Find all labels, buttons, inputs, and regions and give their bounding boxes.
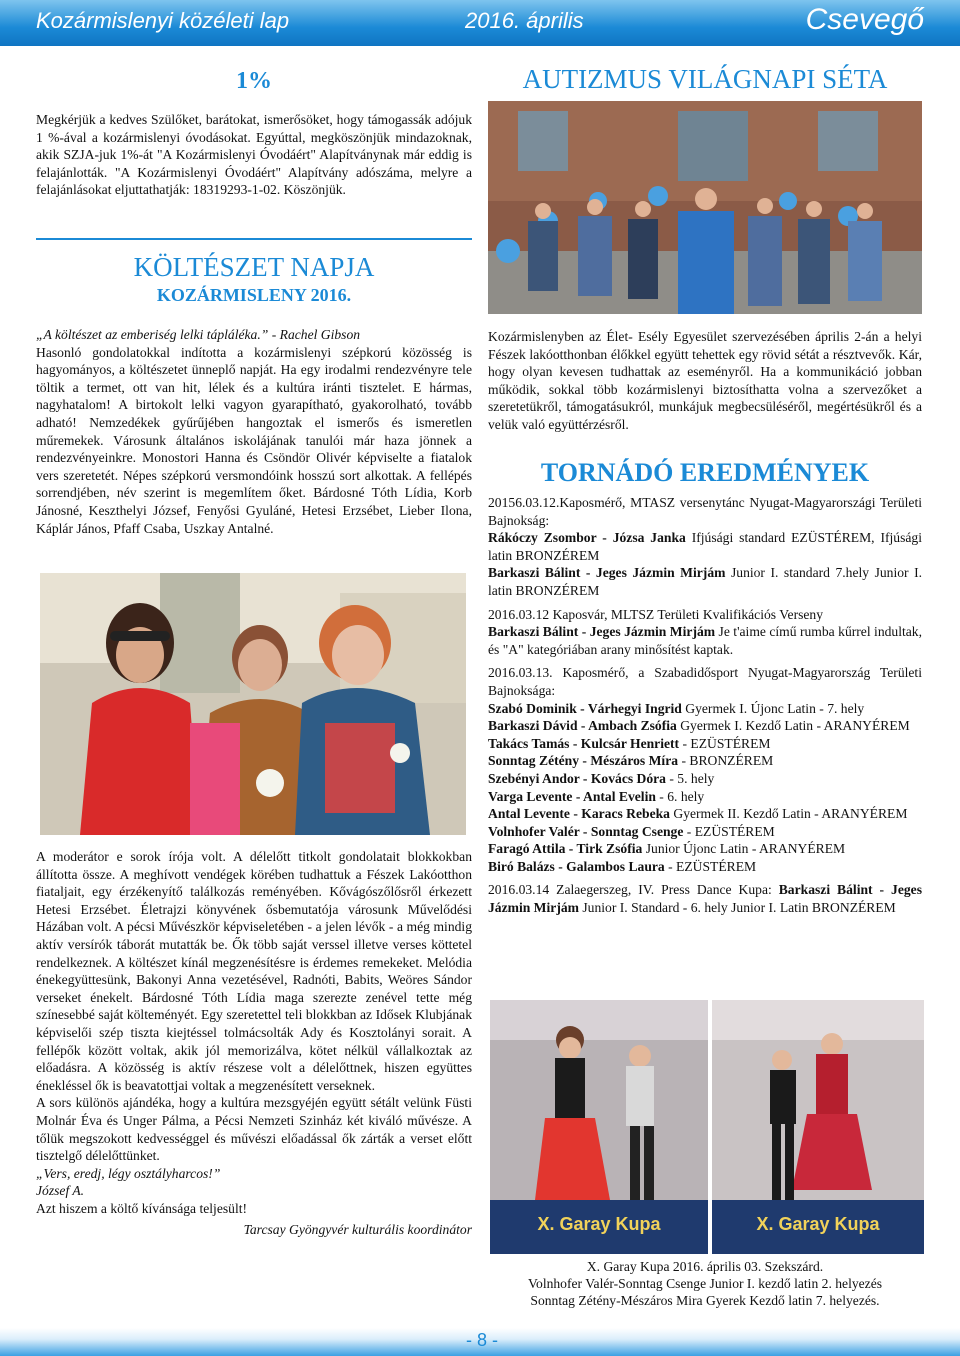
caption-line-1: X. Garay Kupa 2016. április 03. Szekszárd. (586, 1259, 824, 1274)
one-percent-title: 1% (236, 68, 272, 94)
result-detail: - 5. hely (665, 770, 715, 786)
result-pair: Barkaszi Dávid - Ambach Zsófia (488, 718, 677, 734)
one-percent-text: Megkérjük a kedves Szülőket, barátokat, ismerősöket, hogy támogassák adójuk 1 %-ával a kozármislenyi óvodásokat. Egyúttal, megköszönjük mindazoknak, akik SZJA-juk 1%-át "A Kozármislenyi Óvodáért" Alapítványnak már eddig is felajánlották. "A Kozármislenyi Óvodáért" Alapítvány adószáma, melyre a felajánlásokat eljuttathatják: 18319293-1-02. Köszönjük. (36, 112, 472, 198)
caption-line-2: Volnhofer Valér-Sonntag Csenge Junior I. kezdő latin 2. helyezés (527, 1276, 883, 1291)
dance-photo-right (712, 1000, 924, 1254)
poetry-quote: „A költészet az emberiség lelki tápláléka.” (36, 327, 269, 342)
autism-text: Kozármislenyben az Élet- Esély Egyesület szervezésében április 2-án a helyi Fészek lakóotthonban élőkkel együtt tehettek egy rövid sétát a résztvevők. Kár, hogy olyan kevesen tudhattak az eseményről. Ha a kommunikáció jobban működik, sokkal több kozármislenyi biztosíthatta volna a szervezőket a szeretetükről, támogatásukról, munkájuk megbecsüléséről, megértésükről és a velük való együttérzésről. (488, 329, 922, 432)
result-entry-4 (488, 881, 922, 916)
section-divider (36, 238, 472, 240)
poetry-paragraph-2: A moderátor e sorok írója volt. A délelőtt titkolt gondolatait blokkokban állította össze. A meghívott vendégek körében tudhattuk a Fészek Lakóotthon fiataljait, egy érzékenyítő találkozás reményében. Kővágószőlősről érkezett Hetesi Erzsébet. Életrajzi könyvének ősbemutatója városunk Művelődési Házában volt. A pécsi Művészkör képviseletében - a jelen lévők - a még mindig aktív versírók táborát mutatták be. Ők több saját verssel illetve verses köttetel rendelkeznek. A költészet kínál megzenésítésre is érdemes remekeket. Melódia énekegyüttesünk, Bakonyi Anna vezetésével, Radnóti, Babits, Weöres Sándor verseket énekelt. Bárdosné Tóth Lídia maga szerezte zenével tette még színesebbé saját költeményét. Egy szeretettel teli blokkban az Idősek Klubjának képviselői szép tiszta kiejtéssel tolmácsolták Ady és Kosztolányi sorait. A fellépők között voltak, akik jól memorizálva, kötet nélkül vállalkoztak az előadásra. A közösség is aktív részese volt a délelőttnek, hiszen együttes énekléssel ők is beavatottjai voltak a megzenésített verseknek. (36, 849, 472, 1093)
autism-article (488, 328, 922, 434)
closing-quote-author: József A. (36, 1183, 85, 1199)
dance-photo-caption (488, 1258, 922, 1309)
result-detail: Ifjúsági standard EZÜSTÉREM, Ifjúsági latin BRONZÉREM (488, 530, 922, 563)
page-number: - 8 - (466, 1330, 499, 1350)
closing-quote: „Vers, eredj, légy osztályharcos!” (36, 1165, 221, 1181)
result-pair: Biró Balázs - Galambos Laura (488, 858, 665, 874)
result-detail: Junior Újonc Latin - ARANYÉREM (642, 841, 846, 857)
page-footer (0, 1328, 960, 1356)
result-detail: Gyermek I. Újonc Latin - 7. hely (681, 700, 865, 716)
result-detail: - BRONZÉREM (678, 753, 774, 769)
result-detail: Junior I. Standard - 6. hely Junior I. Latin BRONZÉREM (578, 900, 896, 916)
one-percent-article (36, 68, 472, 199)
result-pair: Szebényi Andor - Kovács Dóra (488, 770, 666, 786)
author-signature: Tarcsay Gyöngyvér kulturális koordinátor (243, 1222, 472, 1238)
result-pair: Barkaszi Bálint - Jeges Jázmin Mirjám (488, 565, 726, 581)
autism-walk-photo (488, 101, 922, 314)
result-detail: Gyermek II. Kezdő Latin - ARANYÉREM (669, 806, 908, 822)
result-detail: - EZÜSTÉREM (679, 735, 771, 751)
caption-line-3: Sonntag Zétény-Mészáros Mira Gyerek Kezdő latin 7. helyezés. (530, 1293, 880, 1308)
result-pair: Barkaszi Bálint - Jeges Jázmin Mirjám (488, 882, 922, 916)
result-pair: Sonntag Zétény - Mészáros Míra (488, 753, 679, 769)
poetry-subtitle: KOZÁRMISLENY 2016. (156, 285, 352, 305)
result-detail: Junior I. standard 7.hely Junior I. latin BRONZÉREM (488, 565, 922, 598)
result-detail: Je t'aime című rumba kűrrel indultak, és "A" kategóriában arany minősítést kaptak. (488, 624, 922, 657)
result-pair: Szabó Dominik - Várhegyi Ingrid (488, 700, 682, 716)
result-pair: Barkaszi Bálint - Jeges Jázmin Mirjám (488, 624, 716, 640)
closing-line: Azt hiszem a költő kívánsága teljesült! (36, 1200, 248, 1216)
tornado-results-article (488, 458, 922, 917)
autism-title: AUTIZMUS VILÁGNAPI SÉTA (522, 64, 888, 94)
result-entry-4-heading: 2016.03.14 Zalaegerszeg, IV. Press Dance Kupa: (488, 882, 779, 898)
poetry-quote-author: - Rachel Gibson (268, 327, 361, 342)
result-pair: Volnhofer Valér - Sonntag Csenge (488, 823, 684, 839)
result-detail: - EZÜSTÉREM (664, 858, 757, 874)
result-entry-2 (488, 606, 922, 659)
result-entry-3-heading: 2016.03.13. Kaposmérő, a Szabadidősport Nyugat-Magyarország Területi Bajnoksága: (488, 665, 922, 698)
result-detail: - EZÜSTÉREM (683, 823, 775, 839)
result-detail: - 6. hely (655, 788, 705, 804)
page-header (0, 0, 960, 46)
result-pair: Antal Levente - Karacs Rebeka (488, 806, 670, 822)
garay-kupa-banner: X. Garay Kupa (537, 1214, 661, 1234)
magazine-title: Csevegő (805, 3, 924, 36)
result-entry-2-heading: 2016.03.12 Kaposvár, MLTSZ Területi Kvalifikációs Verseny (488, 606, 824, 622)
result-pair: Faragó Attila - Tirk Zsófia (488, 841, 643, 857)
poetry-paragraph-1: Hasonló gondolatokkal indította a kozármislenyi szépkorú közösség is hagyományos, a költészetet ünneplő napját. Ha egy irodalmi rendezvényre tele töltik a termet, ott van hit, lélek és a kultúra iránti tisztelet. E hármas, nagyhatalom! A birtokolt lelki vagyon gyarapítható, gyakorolható, tovább adható! Nemzedékek gyűrűjében hangoztak el ismerős és ismeretlen műremekek. Városunk általános iskolájának tanulói már haza jönnek a rendezvényeinkre. Monostori Hanna és Csöndör Olivér képviselte a fiatalok vers szeretetét. Népes szépkorú versmondóink hosszú sort alkottak. A fellépés sorrendjében, név szerint is megemlítem őket. Bárdosné Tóth Lídia, Korb Jánosné, Keszthelyi József, Fenyősi Gyuláné, Hetesi Erzsébet, Lieber Ilona, Káplár János, Pfaff Csaba, Uszkay Antalné. (36, 344, 472, 536)
garay-kupa-banner: X. Garay Kupa (756, 1214, 880, 1234)
result-entry-1-heading: 20156.03.12.Kaposmérő, MTASZ versenytánc Nyugat-Magyarországi Területi Bajnokság: (488, 495, 922, 528)
result-entry-1 (488, 494, 922, 600)
result-pair: Varga Levente - Antal Evelin (488, 788, 656, 804)
poetry-title: KÖLTÉSZET NAPJA (133, 252, 375, 282)
result-entry-3 (488, 664, 922, 875)
poetry-article-continued (36, 848, 472, 1239)
result-detail: Gyermek I. Kezdő Latin - ARANYÉREM (676, 718, 910, 734)
result-pair: Rákóczy Zsombor - Józsa Janka (488, 530, 686, 546)
dance-photo-left (490, 1000, 708, 1254)
tornado-title: TORNÁDÓ EREDMÉNYEK (540, 458, 870, 487)
poetry-day-article (36, 252, 472, 537)
issue-date: 2016. április (465, 8, 584, 33)
result-pair: Takács Tamás - Kulcsár Henriett (488, 735, 680, 751)
poetry-paragraph-3: A sors különös ajándéka, hogy a kultúra mezsgyéjén együtt sétált velünk Füsti Molnár Éva és Unger Pálma, a Pécsi Nemzeti Szinház két kiváló művésze. A tőlük megszokott kedvességgel és művészi előadással ők zárták a verset előtt tisztelgő délelőttünket. (36, 1095, 472, 1164)
poetry-photo (40, 573, 466, 835)
magazine-subtitle: Kozármislenyi közéleti lap (36, 8, 290, 33)
autism-walk-title-block (488, 64, 922, 95)
